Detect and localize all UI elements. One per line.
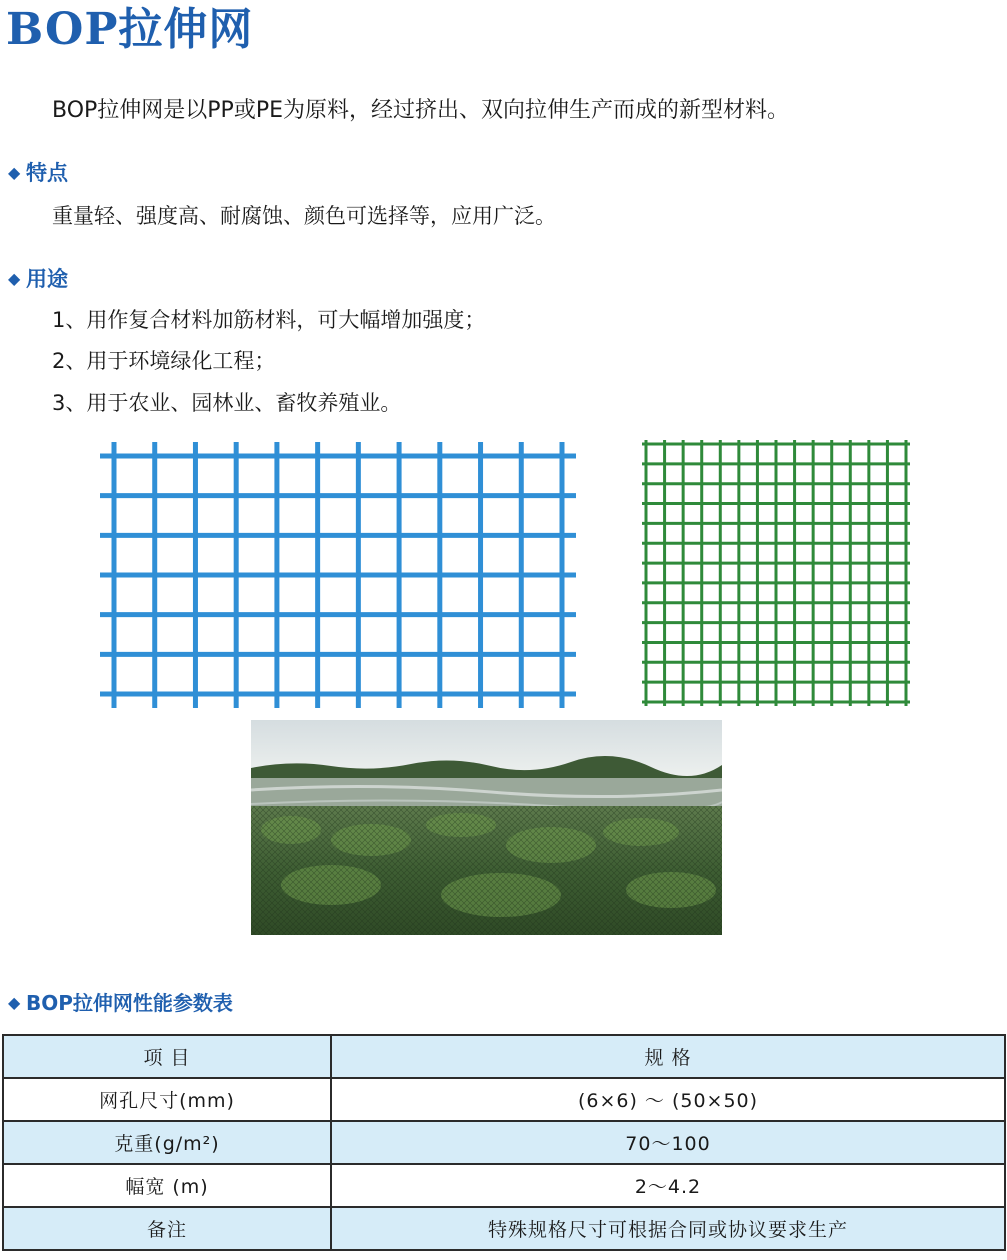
use-item: 3、用于农业、园林业、畜牧养殖业。 [52,391,402,415]
use-item: 2、用于环境绿化工程； [52,349,276,373]
features-text: 重量轻、强度高、耐腐蚀、颜色可选择等，应用广泛。 [52,204,556,228]
table-header-row [3,1035,1005,1078]
table-header-cell: 项 目 [3,1035,331,1078]
green-mesh-image [640,438,912,708]
table-cell: 特殊规格尺寸可根据合同或协议要求生产 [331,1207,1005,1250]
table-row [3,1078,1005,1121]
table-row [3,1207,1005,1250]
features-heading-label: 特点 [26,161,68,185]
table-cell: 2～4.2 [331,1164,1005,1207]
table-cell: 幅宽 (m) [3,1164,331,1207]
spec-table-heading [8,988,233,1018]
use-item: 1、用作复合材料加筋材料，可大幅增加强度； [52,308,486,332]
features-heading [8,158,68,188]
blue-mesh-image [98,440,578,710]
table-cell: 克重(g/m²) [3,1121,331,1164]
field-photo [251,720,722,935]
page-title: BOP拉伸网 [6,4,254,55]
table-cell: (6×6) ～ (50×50) [331,1078,1005,1121]
spec-table [2,1034,1006,1251]
table-row [3,1121,1005,1164]
spec-table-heading-label: BOP拉伸网性能参数表 [26,991,233,1015]
uses-heading [8,264,68,294]
diamond-bullet-icon: ◆ [8,269,21,288]
table-cell: 备注 [3,1207,331,1250]
table-row [3,1164,1005,1207]
diamond-bullet-icon: ◆ [8,993,21,1012]
intro-text: BOP拉伸网是以PP或PE为原料，经过挤出、双向拉伸生产而成的新型材料。 [52,98,789,123]
table-cell: 网孔尺寸(mm) [3,1078,331,1121]
diamond-bullet-icon: ◆ [8,163,21,182]
table-cell: 70～100 [331,1121,1005,1164]
table-header-cell: 规 格 [331,1035,1005,1078]
uses-heading-label: 用途 [26,267,68,291]
